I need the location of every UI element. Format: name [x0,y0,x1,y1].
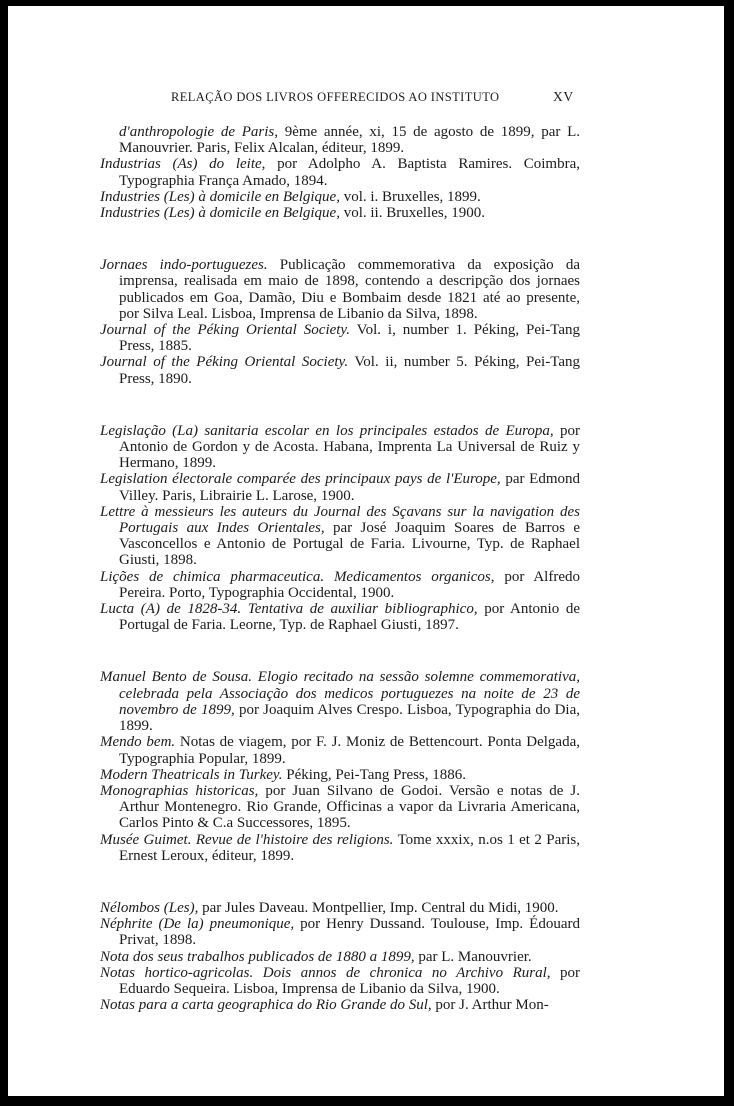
catalogue-entry [100,156,580,188]
entry-title: Notas hortico-agricolas. Dois annos de chronica no Archivo Rural, [100,964,551,981]
catalogue-entry [100,734,580,766]
entry-title: Mendo bem. [100,734,176,751]
entry-title: Journal of the Péking Oriental Society. [100,322,351,339]
catalogue-entry [100,569,580,601]
catalogue-entry [100,949,580,965]
entry-details: Vol. i, number 1. Péking, Pei-Tang Press, 1885. [119,322,580,355]
entry-details: par José Joaquim Soares de Barros e Vasconcellos e Antonio de Portugal de Faria. Livourne, Typ. de Raphael Giusti, 1898. [119,520,580,569]
entry-title: Industries (Les) à domicile en Belgique, [100,188,340,205]
entry-details: par Edmond Villey. Paris, Librairie L. Larose, 1900. [119,471,581,504]
catalogue-entry [100,601,580,633]
catalogue-entry [100,124,580,156]
entry-details: por Joaquim Alves Crespo. Lisboa, Typographia do Dia, 1899. [119,701,580,735]
entry-details: par Jules Daveau. Montpellier, Imp. Central du Midi, 1900. [198,899,559,916]
entry-details: por Alfredo Pereira. Porto, Typographia Occidental, 1900. [119,568,580,601]
entry-details: por Henry Dussand. Toulouse, Imp. Édouard Privat, 1898. [119,916,580,949]
entry-details: por Juan Silvano de Godoi. Versão e notas de J. Arthur Montenegro. Rio Grande, Officinas a vapor da Livraria Americana, Carlos Pinto & C.a Successores, 1895. [119,782,580,832]
catalogue-entry [100,965,580,997]
entry-title: Lettre à messieurs les auteurs du Journal des Sçavans sur la navigation des Portugais aux Indes Orientales, [100,503,580,537]
entry-details: par L. Manouvrier. [414,948,532,965]
entry-group-n [100,900,580,1013]
entry-title: Néphrite (De la) pneumonique, [100,916,295,933]
entry-title: Journal of the Péking Oriental Society. [100,354,349,371]
catalogue-body [100,124,580,1013]
entry-details: Publicação commemorativa da exposição da imprensa, realisada em maio de 1898, contendo a descripção dos jornaes publicados em Goa, Damão, Diu e Bombaim desde 1821 até ao presente, por Silva Leal. Lisboa, Imprensa de Libanio da Silva, 1898. [119,257,580,322]
page-number: XV [553,89,574,104]
entry-group-i [100,124,580,221]
entry-title: Monographias historicas, [100,782,259,799]
entry-title: Nota dos seus trabalhos publicados de 1880 a 1899, [100,948,415,965]
catalogue-entry [100,471,580,503]
entry-title: Musée Guimet. Revue de l'histoire des religions. [100,831,394,848]
catalogue-entry [100,322,580,354]
entry-details: por Antonio de Portugal de Faria. Leorne, Typ. de Raphael Giusti, 1897. [119,601,580,634]
catalogue-entry [100,354,580,386]
running-header [8,90,724,110]
entry-details: por Adolpho A. Baptista Ramires. Coimbra, Typographia França Amado, 1894. [119,156,580,189]
running-title: RELAÇÃO DOS LIVROS OFFERECIDOS AO INSTITUTO [171,90,500,104]
catalogue-entry [100,783,580,832]
entry-title: Industrias (As) do leite, [100,156,266,173]
catalogue-entry [100,423,580,472]
catalogue-entry [100,257,580,322]
entry-group-m [100,669,580,863]
entry-title: Manuel Bento de Sousa. Elogio recitado na sessão solemne commemorativa, celebrada pela Associação dos medicos portuguezes na noite de 23 de novembro de 1899, [100,669,580,718]
entry-details: por J. Arthur Mon- [431,997,549,1014]
entry-details: Notas de viagem, por F. J. Moniz de Bettencourt. Ponta Delgada, Typographia Popular, 1899. [119,734,580,767]
entry-details: Tome xxxix, n.os 1 et 2 Paris, Ernest Leroux, éditeur, 1899. [119,831,580,864]
entry-details: Péking, Pei-Tang Press, 1886. [282,766,467,783]
entry-title: Notas para a carta geographica do Rio Grande do Sul, [100,997,432,1014]
catalogue-entry [100,767,580,783]
entry-title: Lucta (A) de 1828-34. Tentativa de auxiliar bibliographico, [100,601,478,618]
entry-title: Legislation électorale comparée des principaux pays de l'Europe, [100,471,501,488]
entry-details: Vol. ii, number 5. Péking, Pei-Tang Press, 1890. [119,354,580,387]
entry-details: vol. ii. Bruxelles, 1900. [339,205,485,222]
entry-details: por Antonio de Gordon y de Acosta. Habana, Imprenta La Universal de Ruiz y Hermano, 1899. [119,422,580,472]
entry-title: Lições de chimica pharmaceutica. Medicamentos organicos, [100,568,495,585]
entry-details: 9ème année, xi, 15 de agosto de 1899, par L. Manouvrier. Paris, Felix Alcalan, éditeur, 1899. [119,124,580,157]
catalogue-entry [100,832,580,864]
entry-title: d'anthropologie de Paris, [119,124,278,140]
entry-title: Legislação (La) sanitaria escolar en los principales estados de Europa, [100,422,554,439]
entry-title: Industries (Les) à domicile en Belgique, [100,205,340,222]
entry-details: por Eduardo Sequeira. Lisboa, Imprensa de Libanio da Silva, 1900. [119,964,581,997]
catalogue-entry [100,189,580,205]
entry-title: Nélombos (Les), [100,899,199,916]
catalogue-entry [100,997,580,1013]
catalogue-entry [100,916,580,948]
entry-group-j [100,257,580,387]
catalogue-entry [100,669,580,734]
catalogue-entry [100,504,580,569]
document-page [8,6,724,1096]
entry-group-l [100,423,580,634]
entry-title: Jornaes indo-portuguezes. [100,257,268,274]
entry-title: Modern Theatricals in Turkey. [100,766,283,783]
entry-details: vol. i. Bruxelles, 1899. [339,188,481,205]
catalogue-entry [100,900,580,916]
catalogue-entry [100,205,580,221]
